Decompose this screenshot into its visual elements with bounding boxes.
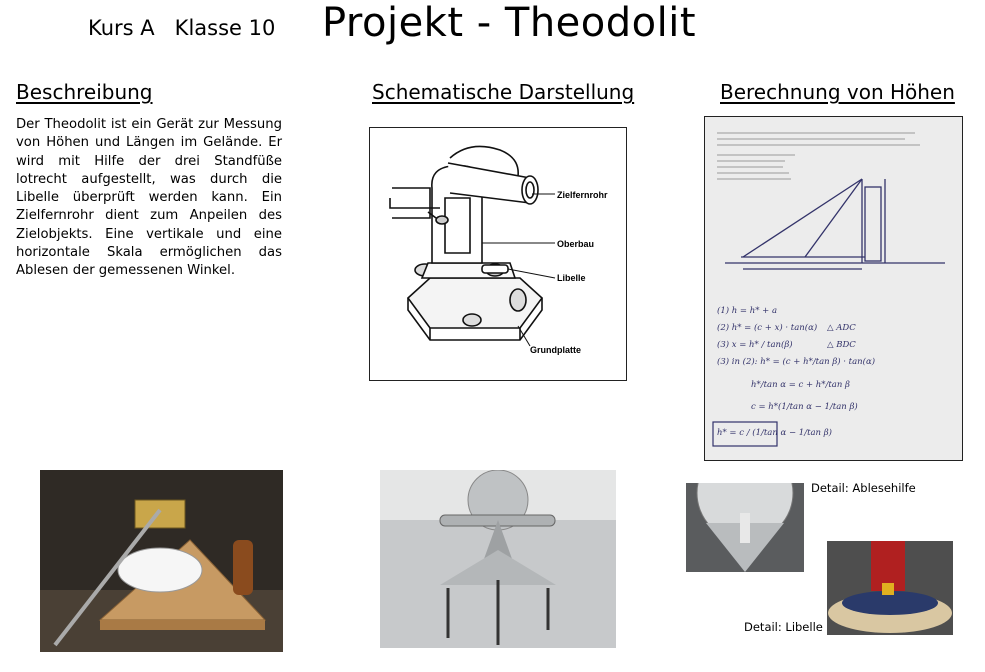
triangle-bdc: △ BDC <box>827 340 856 350</box>
eq-1: (1) h = h* + a <box>717 306 778 316</box>
description-heading: Beschreibung <box>16 80 153 104</box>
caption-level: Detail: Libelle <box>744 620 823 634</box>
label-upper-body: Oberbau <box>557 239 595 249</box>
photo-metal-theodolite <box>380 470 616 648</box>
calculation-heading: Berechnung von Höhen <box>720 80 955 104</box>
description-text: Der Theodolit ist ein Gerät zur Messung von Höhen und Längen im Gelände. Er wird mit Hilfe der drei Standfüße lotrecht aufgestellt, was durch die Libelle überprüft werden kann. Ein Zielfernrohr dient zum Anpeilen des Zielobjekts. Eine vertikale und eine horizontale Skala ermöglichen das Ablesen der gemessenen Winkel. <box>16 117 282 279</box>
photo-wooden-model <box>40 470 283 652</box>
course-label: Kurs A Klasse 10 <box>88 16 276 40</box>
schematic-diagram <box>369 127 627 381</box>
label-telescope: Zielfernrohr <box>557 190 608 200</box>
theodolite-drawing <box>370 128 626 380</box>
page-title: Projekt - Theodolit <box>322 0 697 46</box>
schematic-heading: Schematische Darstellung <box>372 80 635 104</box>
eq-7: h* = c / (1/tan α − 1/tan β) <box>717 428 832 438</box>
eq-4: (3) in (2): h* = (c + h*/tan β) · tan(α) <box>717 357 876 367</box>
label-level: Libelle <box>557 273 586 283</box>
eq-5: h*/tan α = c + h*/tan β <box>751 380 850 390</box>
photo-detail-reading-aid <box>686 483 804 572</box>
eq-2: (2) h* = (c + x) · tan(α) <box>717 323 818 333</box>
caption-reading-aid: Detail: Ablesehilfe <box>811 481 916 495</box>
height-calculation-drawing <box>705 117 962 460</box>
triangle-adc: △ ADC <box>827 323 856 333</box>
eq-6: c = h*(1/tan α − 1/tan β) <box>751 402 858 412</box>
label-base-plate: Grundplatte <box>530 345 581 355</box>
calculation-sheet <box>704 116 963 461</box>
eq-3: (3) x = h* / tan(β) <box>717 340 793 350</box>
photo-detail-level <box>827 541 953 635</box>
